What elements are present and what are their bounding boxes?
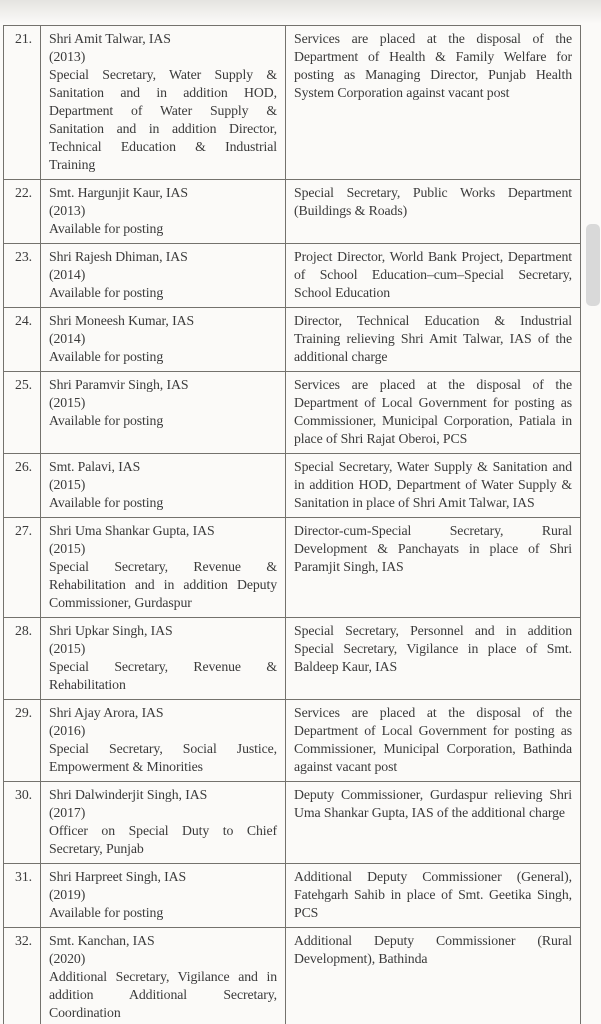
- table-row: [4, 782, 581, 864]
- officer-cell: [41, 864, 286, 928]
- officer-name: Shri Amit Talwar, IAS: [49, 31, 171, 46]
- officer-current-post: Officer on Special Duty to Chief Secretary, Punjab: [49, 823, 277, 856]
- officer-name: Smt. Palavi, IAS: [49, 459, 141, 474]
- officer-name: Smt. Kanchan, IAS: [49, 933, 155, 948]
- serial-number: 29.: [4, 700, 41, 782]
- serial-number: 22.: [4, 180, 41, 244]
- officer-name: Shri Uma Shankar Gupta, IAS: [49, 523, 215, 538]
- officer-current-post: Special Secretary, Revenue & Rehabilitation and in addition Deputy Commissioner, Gurdaspur: [49, 559, 277, 610]
- new-posting-cell: Special Secretary, Public Works Department (Buildings & Roads): [286, 180, 581, 244]
- officer-cell: [41, 180, 286, 244]
- officer-current-post: Available for posting: [49, 495, 164, 510]
- table-row: [4, 372, 581, 454]
- page-top-margin-band: [0, 0, 601, 24]
- officer-name: Shri Rajesh Dhiman, IAS: [49, 249, 188, 264]
- officer-name: Shri Paramvir Singh, IAS: [49, 377, 189, 392]
- officer-batch-year: (2017): [49, 805, 86, 820]
- officer-current-post: Special Secretary, Water Supply & Sanitation and in addition HOD, Department of Water Supply & Sanitation and in addition Director, Technical Education & Industrial Training: [49, 67, 277, 172]
- officer-cell: [41, 618, 286, 700]
- officer-name: Shri Moneesh Kumar, IAS: [49, 313, 195, 328]
- officer-batch-year: (2015): [49, 641, 86, 656]
- officer-batch-year: (2020): [49, 951, 86, 966]
- table-body: [4, 26, 581, 1024]
- officer-current-post: Available for posting: [49, 285, 164, 300]
- officer-cell: [41, 782, 286, 864]
- table-row: [4, 928, 581, 1024]
- serial-number: 26.: [4, 454, 41, 518]
- table-row: [4, 700, 581, 782]
- new-posting-cell: Services are placed at the disposal of the Department of Local Government for posting as Commissioner, Municipal Corporation, Patiala in place of Shri Rajat Oberoi, PCS: [286, 372, 581, 454]
- new-posting-cell: Additional Deputy Commissioner (General), Fatehgarh Sahib in place of Smt. Geetika Singh, PCS: [286, 864, 581, 928]
- table-row: [4, 618, 581, 700]
- new-posting-cell: Services are placed at the disposal of the Department of Local Government for posting as Commissioner, Municipal Corporation, Bathinda against vacant post: [286, 700, 581, 782]
- table-row: [4, 454, 581, 518]
- serial-number: 25.: [4, 372, 41, 454]
- scrollbar-thumb[interactable]: [586, 224, 600, 306]
- new-posting-cell: Director, Technical Education & Industrial Training relieving Shri Amit Talwar, IAS of the additional charge: [286, 308, 581, 372]
- officer-batch-year: (2014): [49, 267, 86, 282]
- officer-name: Smt. Hargunjit Kaur, IAS: [49, 185, 188, 200]
- new-posting-cell: Services are placed at the disposal of the Department of Health & Family Welfare for posting as Managing Director, Punjab Health System Corporation against vacant post: [286, 26, 581, 180]
- officer-current-post: Available for posting: [49, 349, 164, 364]
- officer-cell: [41, 700, 286, 782]
- table-row: [4, 180, 581, 244]
- officer-current-post: Additional Secretary, Vigilance and in addition Additional Secretary, Coordination: [49, 969, 277, 1020]
- officer-name: Shri Ajay Arora, IAS: [49, 705, 164, 720]
- table-row: [4, 26, 581, 180]
- new-posting-cell: Deputy Commissioner, Gurdaspur relieving Shri Uma Shankar Gupta, IAS of the additional charge: [286, 782, 581, 864]
- new-posting-cell: Additional Deputy Commissioner (Rural Development), Bathinda: [286, 928, 581, 1024]
- serial-number: 32.: [4, 928, 41, 1024]
- officer-name: Shri Harpreet Singh, IAS: [49, 869, 187, 884]
- officer-name: Shri Dalwinderjit Singh, IAS: [49, 787, 208, 802]
- serial-number: 24.: [4, 308, 41, 372]
- officer-posting-table: [3, 25, 581, 1024]
- serial-number: 28.: [4, 618, 41, 700]
- new-posting-cell: Project Director, World Bank Project, Department of School Education–cum–Special Secretary, School Education: [286, 244, 581, 308]
- officer-batch-year: (2015): [49, 477, 86, 492]
- officer-current-post: Available for posting: [49, 413, 164, 428]
- table-row: [4, 864, 581, 928]
- table-row: [4, 308, 581, 372]
- officer-cell: [41, 518, 286, 618]
- new-posting-cell: Special Secretary, Water Supply & Sanitation and in addition HOD, Department of Water Supply & Sanitation in place of Shri Amit Talwar, IAS: [286, 454, 581, 518]
- officer-current-post: Available for posting: [49, 905, 164, 920]
- officer-batch-year: (2014): [49, 331, 86, 346]
- officer-batch-year: (2019): [49, 887, 86, 902]
- new-posting-cell: Director-cum-Special Secretary, Rural Development & Panchayats in place of Shri Paramjit Singh, IAS: [286, 518, 581, 618]
- officer-current-post: Special Secretary, Social Justice, Empowerment & Minorities: [49, 741, 277, 774]
- officer-cell: [41, 26, 286, 180]
- serial-number: 30.: [4, 782, 41, 864]
- officer-cell: [41, 308, 286, 372]
- officer-batch-year: (2013): [49, 49, 86, 64]
- officer-cell: [41, 372, 286, 454]
- officer-batch-year: (2013): [49, 203, 86, 218]
- officer-batch-year: (2015): [49, 541, 86, 556]
- serial-number: 23.: [4, 244, 41, 308]
- officer-cell: [41, 928, 286, 1024]
- officer-current-post: Special Secretary, Revenue & Rehabilitation: [49, 659, 277, 692]
- officer-name: Shri Upkar Singh, IAS: [49, 623, 173, 638]
- officer-batch-year: (2016): [49, 723, 86, 738]
- serial-number: 31.: [4, 864, 41, 928]
- officer-batch-year: (2015): [49, 395, 86, 410]
- new-posting-cell: Special Secretary, Personnel and in addition Special Secretary, Vigilance in place of Smt. Baldeep Kaur, IAS: [286, 618, 581, 700]
- officer-cell: [41, 244, 286, 308]
- table-row: [4, 244, 581, 308]
- serial-number: 27.: [4, 518, 41, 618]
- officer-cell: [41, 454, 286, 518]
- officer-current-post: Available for posting: [49, 221, 164, 236]
- table-row: [4, 518, 581, 618]
- serial-number: 21.: [4, 26, 41, 180]
